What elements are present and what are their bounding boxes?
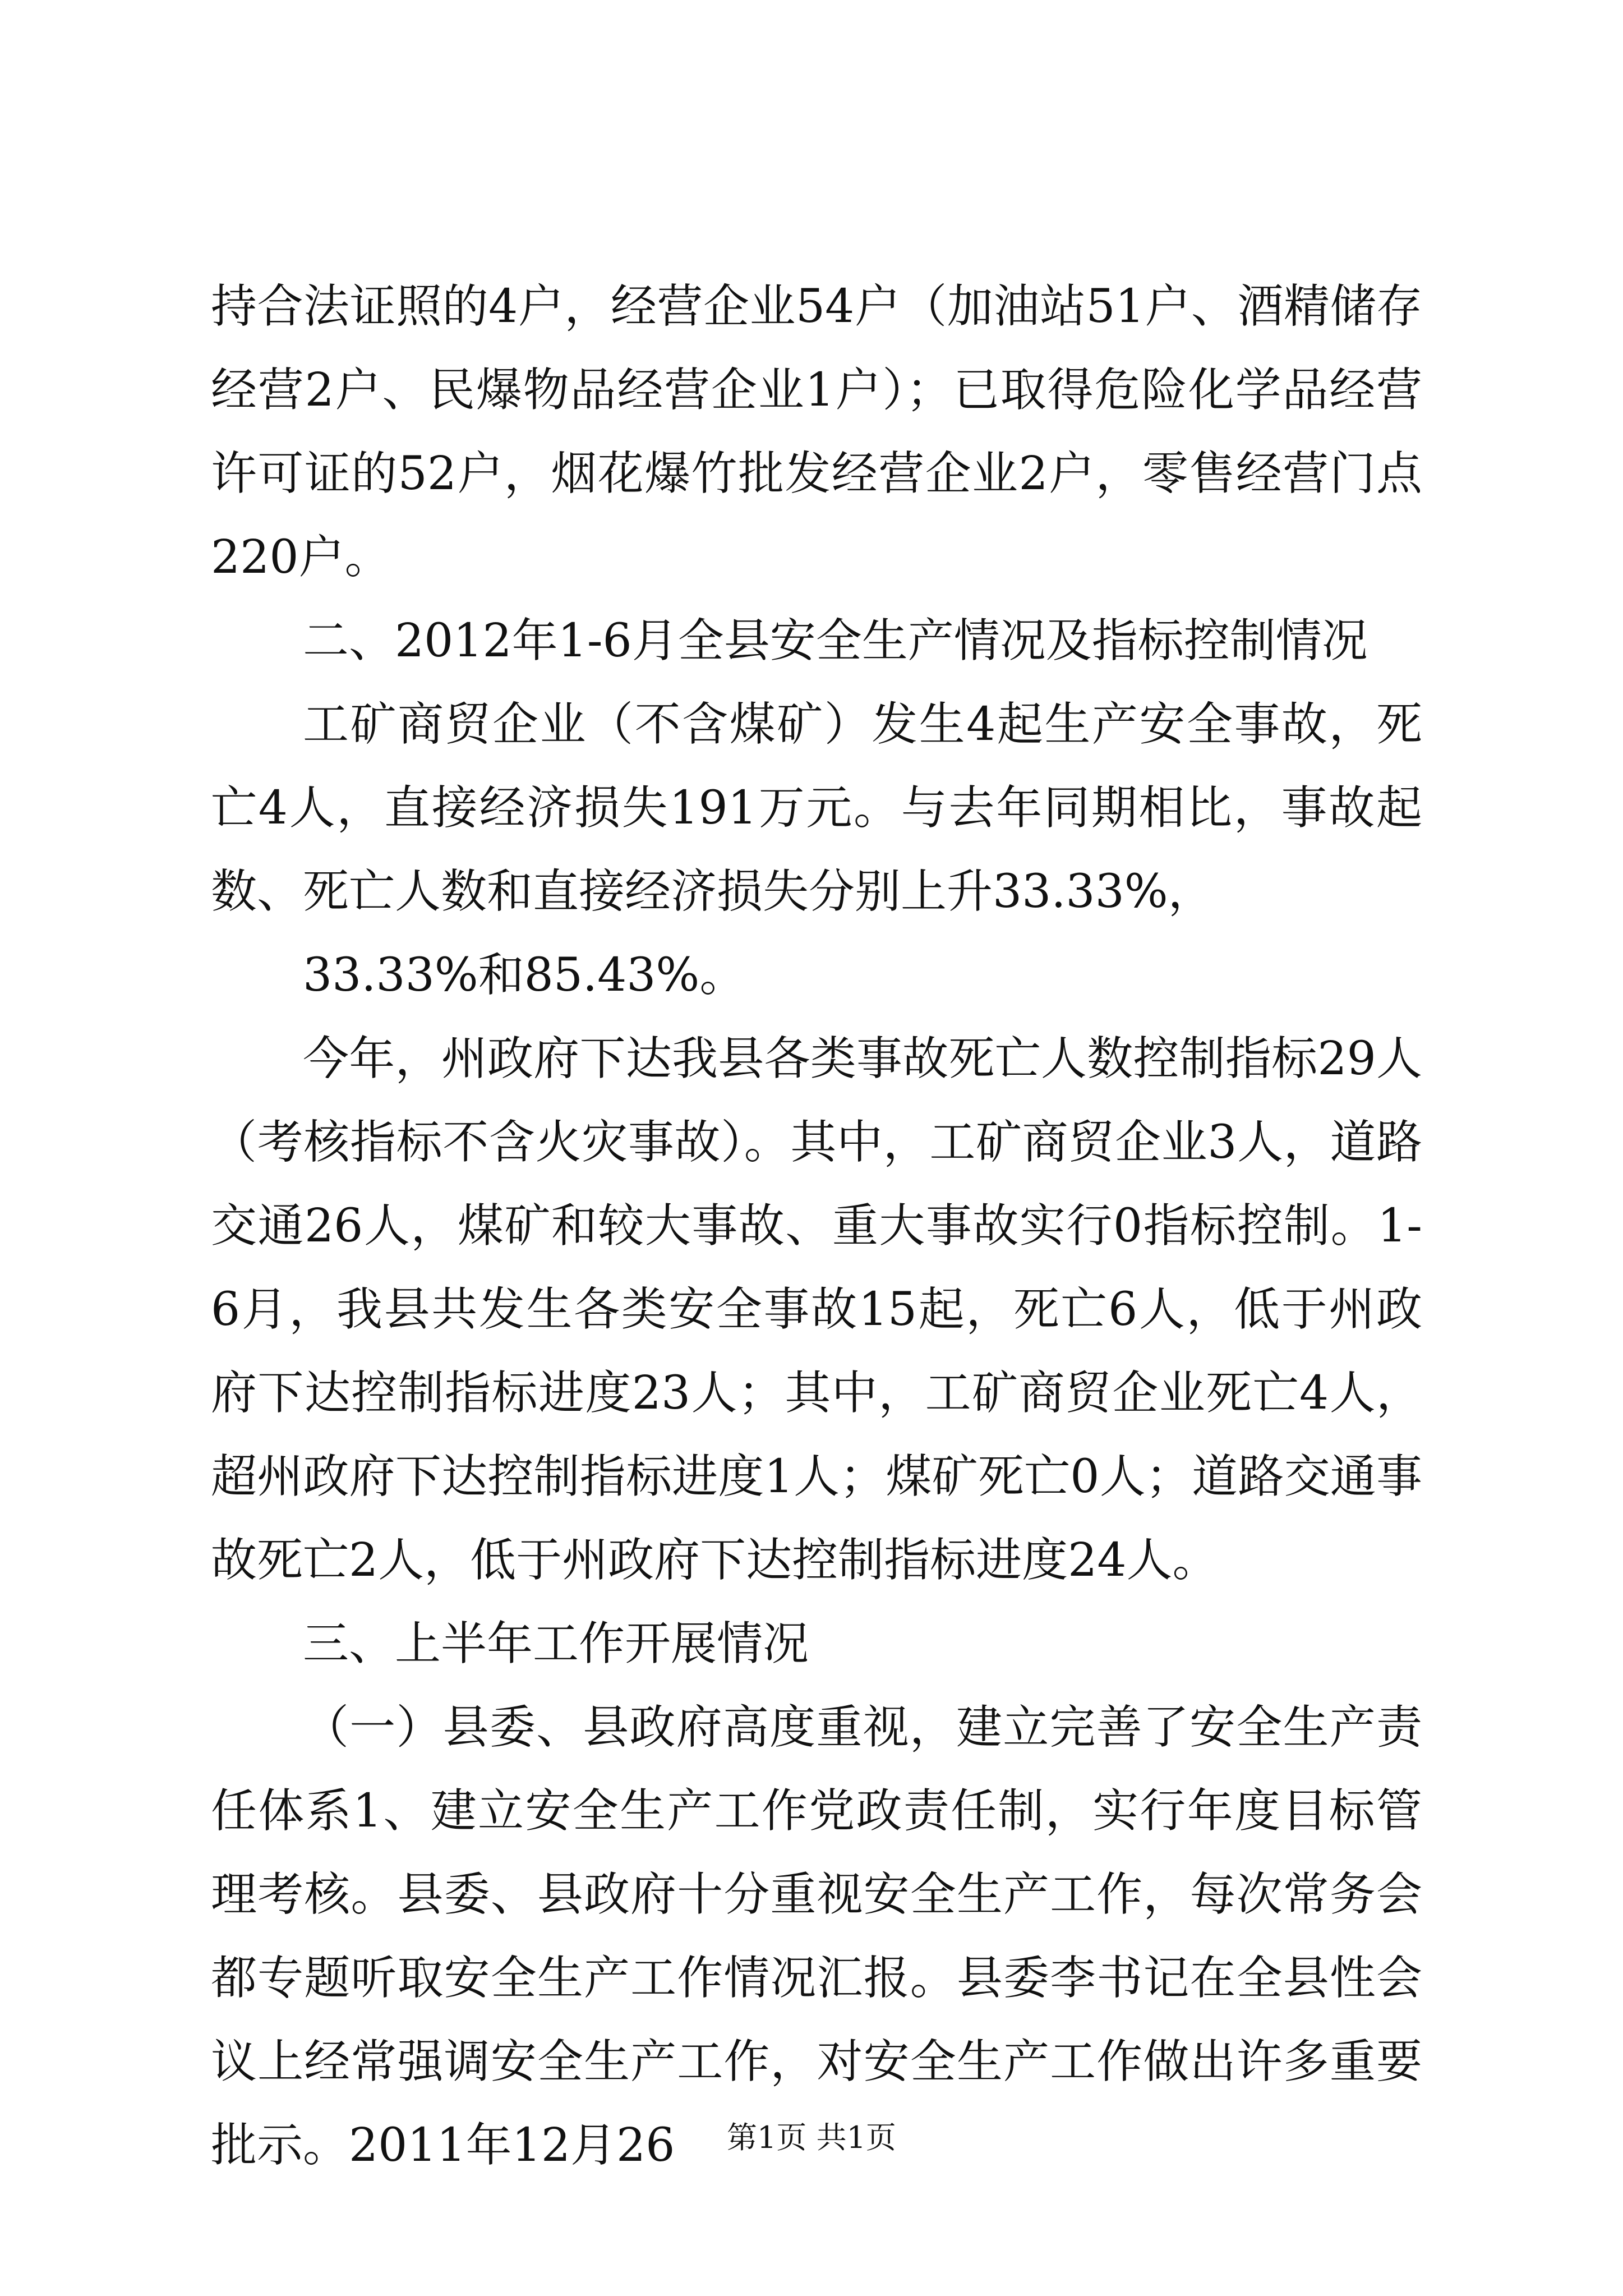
document-body	[211, 265, 1422, 2187]
paragraph-responsibility: （一）县委、县政府高度重视，建立完善了安全生产责任体系1、建立安全生产工作党政责任制，实行年度目标管理考核。县委、县政府十分重视安全生产工作，每次常务会都专题听取安全生产工作情况汇报。县委李书记在全县性会议上经常强调安全生产工作，对安全生产工作做出许多重要批示。2011年12月26	[211, 1701, 1422, 2172]
paragraph-1: 持合法证照的4户，经营企业54户（加油站51户、酒精储存经营2户、民爆物品经营企业1户）；已取得危险化学品经营许可证的52户，烟花爆竹批发经营企业2户，零售经营门点220户。	[211, 280, 1422, 584]
paragraph-accidents: 工矿商贸企业（不含煤矿）发生4起生产安全事故，死亡4人，直接经济损失191万元。与去年同期相比，事故起数、死亡人数和直接经济损失分别上升33.33%，	[211, 698, 1422, 918]
page-footer: 第1页 共1页	[727, 2120, 896, 2155]
paragraph-percentages: 33.33%和85.43%。	[303, 949, 746, 1002]
paragraph-control-targets: 今年，州政府下达我县各类事故死亡人数控制指标29人（考核指标不含火灾事故）。其中，工矿商贸企业3人，道路交通26人，煤矿和较大事故、重大事故实行0指标控制。1-6月，我县共发生各类安全事故15起，死亡6人，低于州政府下达控制指标进度23人；其中，工矿商贸企业死亡4人，超州政府下达控制指标进度1人；煤矿死亡0人；道路交通事故死亡2人，低于州政府下达控制指标进度24人。	[211, 1032, 1422, 1587]
section-heading-2: 二、2012年1-6月全县安全生产情况及指标控制情况	[303, 614, 1368, 668]
section-heading-3: 三、上半年工作开展情况	[303, 1617, 809, 1671]
